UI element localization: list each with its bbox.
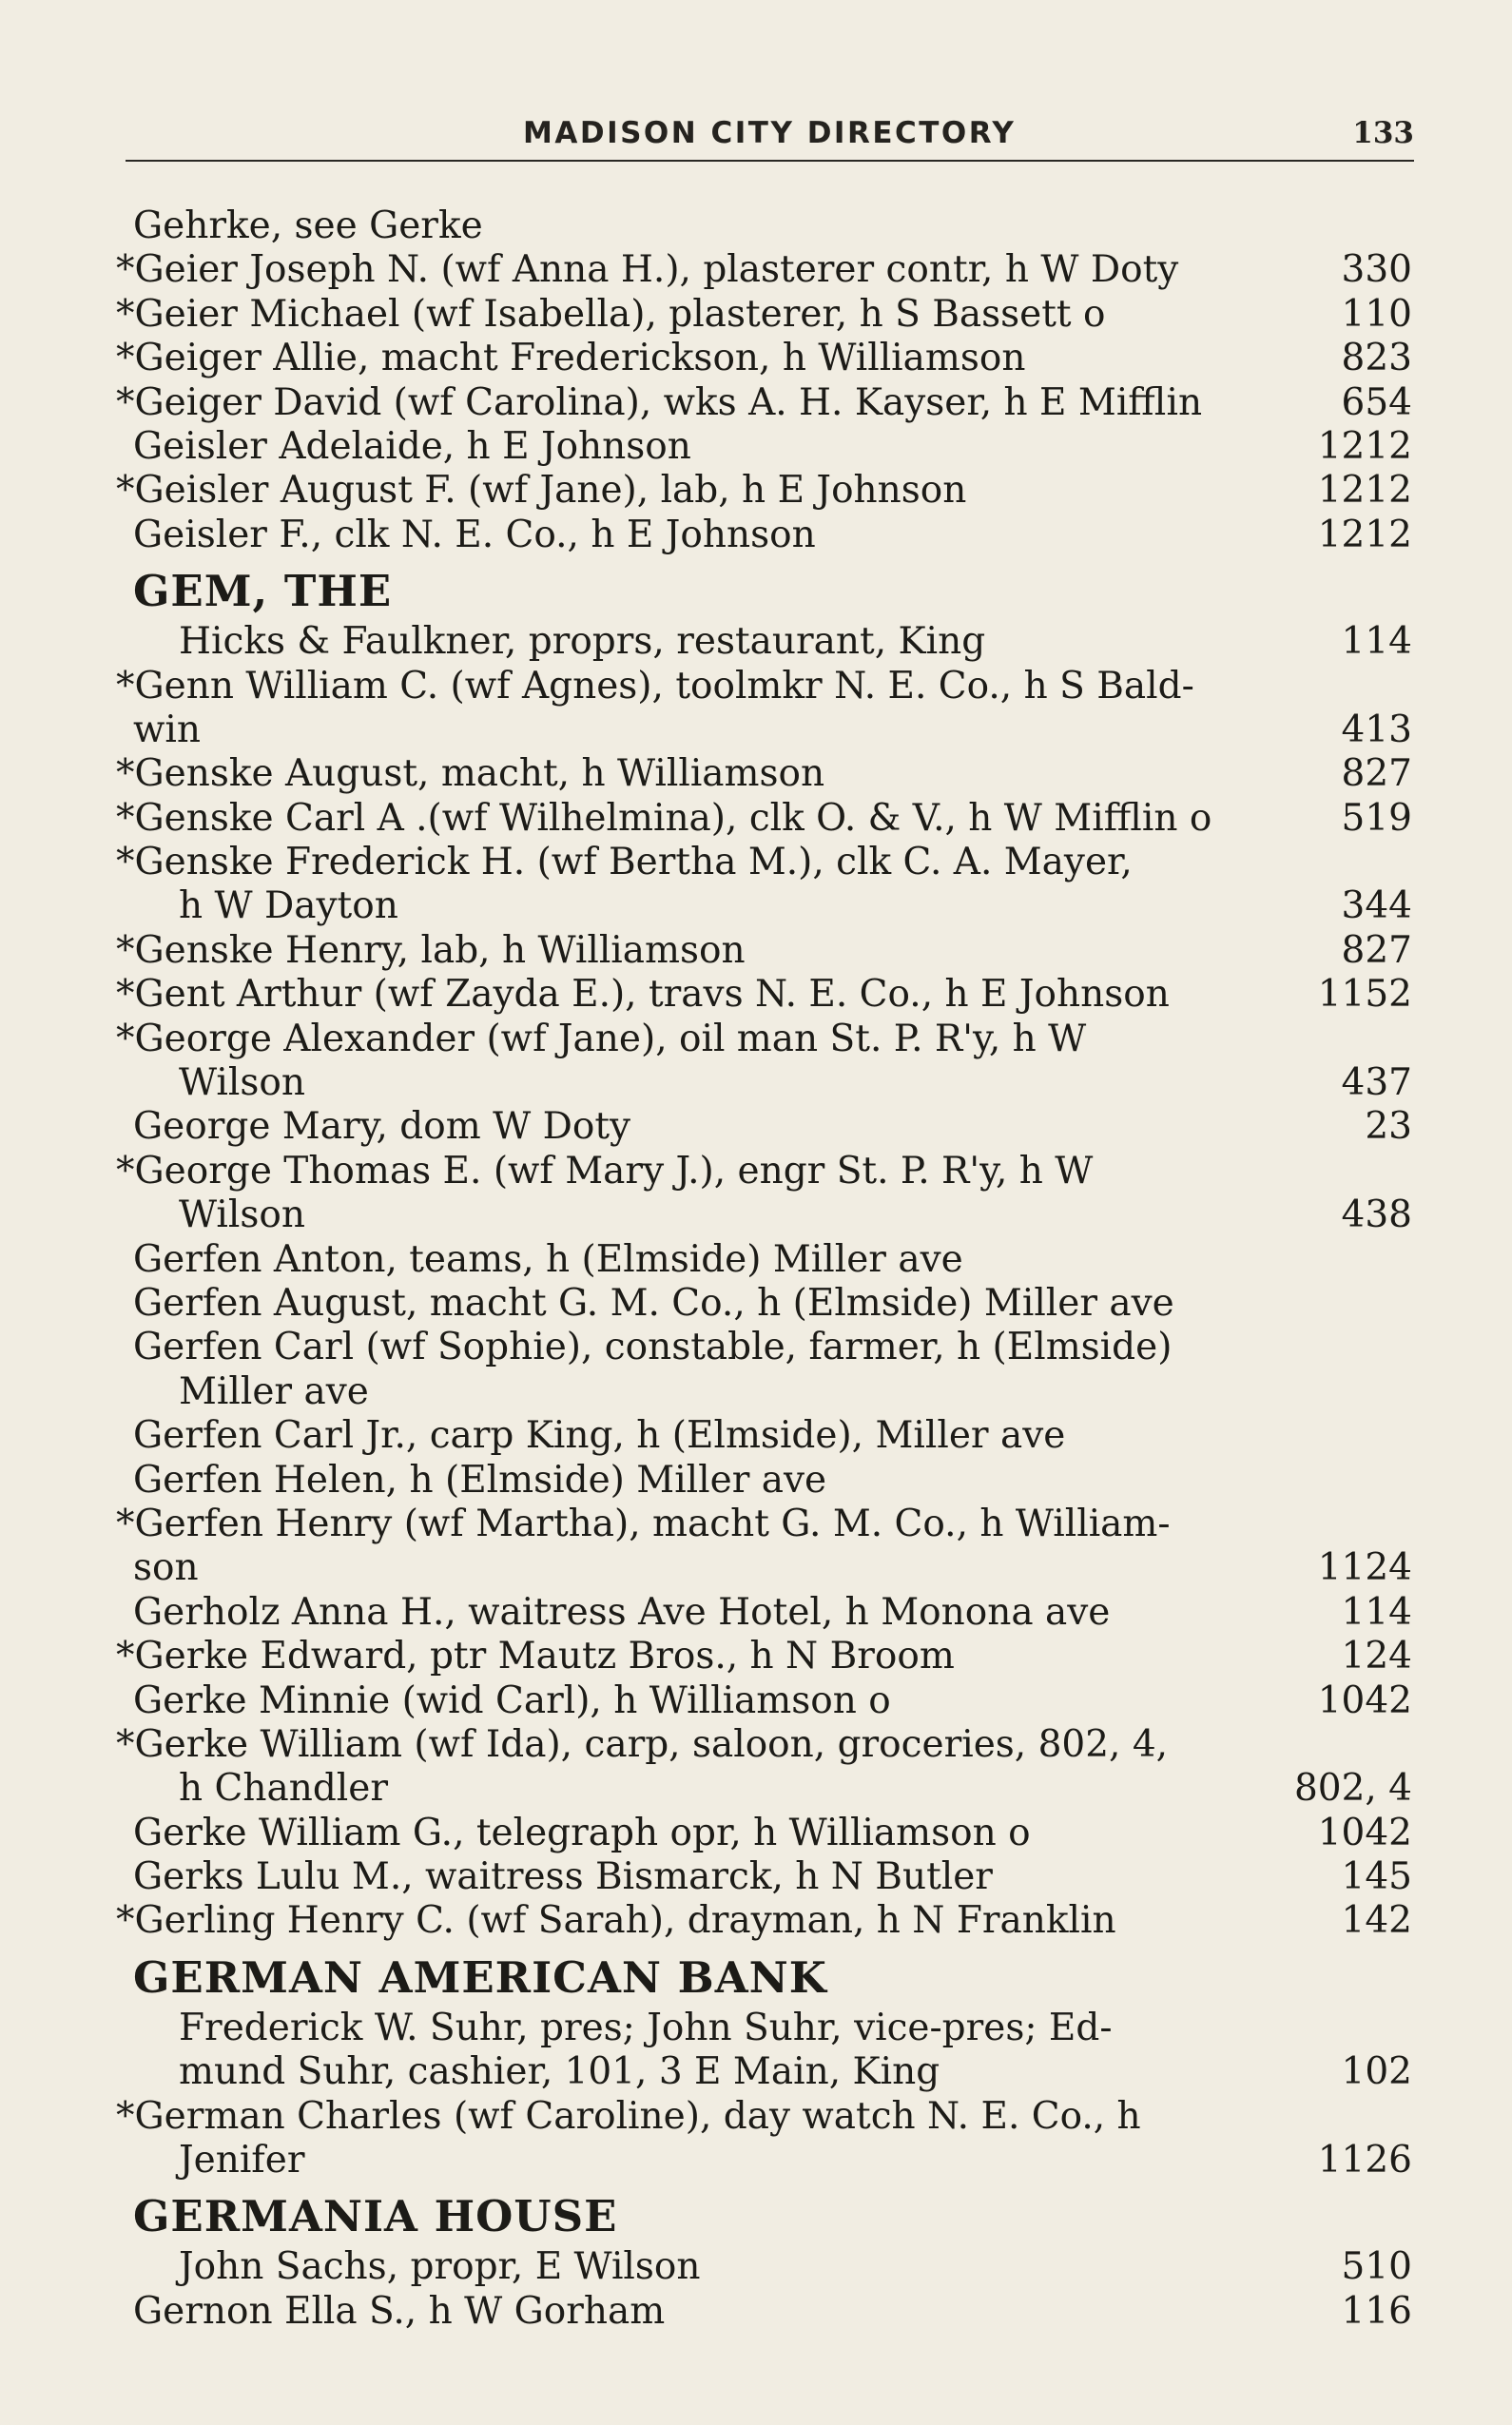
entry-text: Gerfen August, macht G. M. Co., h (Elmside) Miller ave xyxy=(133,1281,1174,1325)
entry-text: Jenifer xyxy=(179,2139,305,2182)
entry-text: h W Dayton xyxy=(179,884,398,928)
entry-text: Hicks & Faulkner, proprs, restaurant, King xyxy=(179,620,986,664)
directory-entry xyxy=(133,1459,1412,1503)
directory-entry xyxy=(133,620,1412,664)
house-number: 827 xyxy=(1341,752,1412,796)
entry-text: Gernon Ella S., h W Gorham xyxy=(133,2289,666,2333)
directory-entry xyxy=(116,1149,1412,1193)
house-number: 519 xyxy=(1341,796,1412,840)
house-number: 1212 xyxy=(1317,424,1412,468)
house-number: 510 xyxy=(1341,2245,1412,2289)
entry-text: mund Suhr, cashier, 101, 3 E Main, King xyxy=(179,2050,940,2094)
house-number: 654 xyxy=(1341,380,1412,424)
house-number: 1126 xyxy=(1317,2139,1412,2182)
directory-entry xyxy=(133,1061,1412,1105)
house-number: 23 xyxy=(1365,1105,1412,1149)
running-title: MADISON CITY DIRECTORY xyxy=(523,116,1017,150)
house-number: 102 xyxy=(1341,2050,1412,2094)
entry-text: Gerfen Helen, h (Elmside) Miller ave xyxy=(133,1458,827,1502)
entry-text: Gerfen Carl (wf Sophie), constable, farmer, h (Elmside) xyxy=(133,1326,1173,1369)
directory-entry xyxy=(116,469,1412,513)
house-number: 1152 xyxy=(1317,973,1412,1017)
business-heading: GERMAN AMERICAN BANK xyxy=(133,1951,827,2003)
entry-text: Gehrke, see Gerke xyxy=(133,204,483,247)
directory-entry xyxy=(133,514,1412,557)
house-number: 827 xyxy=(1341,928,1412,972)
directory-entry xyxy=(133,1326,1412,1369)
house-number: 1124 xyxy=(1317,1546,1412,1590)
house-number: 438 xyxy=(1341,1193,1412,1237)
business-heading: GEM, THE xyxy=(133,566,393,617)
entry-text: Gerks Lulu M., waitress Bismarck, h N Butler xyxy=(133,1855,993,1899)
directory-entry xyxy=(116,248,1412,292)
directory-entry xyxy=(133,204,1412,248)
entry-text: *George Alexander (wf Jane), oil man St. P. R'y, h W xyxy=(116,1017,1087,1060)
entry-text: John Sachs, propr, E Wilson xyxy=(179,2245,701,2289)
house-number: 1212 xyxy=(1317,513,1412,556)
directory-entry xyxy=(116,380,1412,425)
directory-entry xyxy=(133,2139,1412,2182)
entry-text: Miller ave xyxy=(179,1369,369,1413)
entry-text: *Genske Frederick H. (wf Bertha M.), clk C. A. Mayer, xyxy=(116,841,1133,884)
directory-entry xyxy=(133,1546,1412,1590)
directory-entry xyxy=(116,292,1412,337)
entry-text: *Gerke Edward, ptr Mautz Bros., h N Broom xyxy=(116,1635,955,1678)
directory-entry xyxy=(133,708,1412,752)
entry-text: win xyxy=(133,708,201,751)
entry-text: Frederick W. Suhr, pres; John Suhr, vice-pres; Ed- xyxy=(179,2006,1113,2049)
directory-entry xyxy=(116,2094,1412,2139)
directory-entry xyxy=(116,1635,1412,1678)
entry-text: *Geisler August F. (wf Jane), lab, h E Johnson xyxy=(116,469,967,513)
page-header xyxy=(126,112,1414,162)
directory-entry xyxy=(133,884,1412,928)
page-number: 133 xyxy=(1352,116,1414,150)
entry-text: Geisler Adelaide, h E Johnson xyxy=(133,424,691,468)
entry-text: Gerke William G., telegraph opr, h Williamson o xyxy=(133,1811,1031,1854)
directory-entry xyxy=(133,1238,1412,1282)
entry-text: *Genske August, macht, h Williamson xyxy=(116,752,825,796)
directory-entry xyxy=(133,1591,1412,1635)
directory-entry xyxy=(133,1855,1412,1899)
directory-entry xyxy=(133,1679,1412,1723)
directory-entry xyxy=(116,1899,1412,1943)
entry-text: George Mary, dom W Doty xyxy=(133,1105,631,1149)
entry-text: *Gerling Henry C. (wf Sarah), drayman, h N Franklin xyxy=(116,1899,1116,1943)
entry-text: *George Thomas E. (wf Mary J.), engr St. P. R'y, h W xyxy=(116,1149,1094,1193)
directory-entry xyxy=(116,752,1412,796)
directory-entry xyxy=(133,1370,1412,1414)
entry-text: Gerfen Carl Jr., carp King, h (Elmside), Miller ave xyxy=(133,1414,1066,1458)
directory-entry xyxy=(133,2245,1412,2289)
house-number: 330 xyxy=(1341,248,1412,292)
entry-text: son xyxy=(133,1546,199,1590)
entry-text: Wilson xyxy=(179,1193,305,1237)
house-number: 110 xyxy=(1341,292,1412,336)
directory-entry xyxy=(133,1812,1412,1855)
entry-text: Gerholz Anna H., waitress Ave Hotel, h Monona ave xyxy=(133,1590,1111,1634)
entry-text: Wilson xyxy=(179,1061,305,1105)
entry-text: *Genn William C. (wf Agnes), toolmkr N. E. Co., h S Bald- xyxy=(116,664,1194,708)
house-number: 116 xyxy=(1341,2289,1412,2333)
entry-text: Gerke Minnie (wid Carl), h Williamson o xyxy=(133,1678,891,1722)
house-number: 413 xyxy=(1341,708,1412,751)
directory-entry xyxy=(116,1502,1412,1546)
entry-text: Gerfen Anton, teams, h (Elmside) Miller ave xyxy=(133,1237,963,1281)
entry-text: *Geier Michael (wf Isabella), plasterer, h S Bassett o xyxy=(116,292,1106,336)
directory-entry xyxy=(133,1767,1412,1811)
house-number: 1042 xyxy=(1317,1678,1412,1722)
directory-entry xyxy=(133,2290,1412,2334)
directory-entry xyxy=(133,1282,1412,1326)
house-number: 344 xyxy=(1341,884,1412,928)
house-number: 142 xyxy=(1341,1899,1412,1943)
house-number: 145 xyxy=(1341,1855,1412,1899)
entry-text: Geisler F., clk N. E. Co., h E Johnson xyxy=(133,513,816,556)
house-number: 124 xyxy=(1341,1635,1412,1678)
directory-entry xyxy=(133,2007,1412,2050)
entry-text: *Gerfen Henry (wf Martha), macht G. M. Co., h William- xyxy=(116,1502,1171,1545)
entry-text: *Geiger Allie, macht Frederickson, h Williamson xyxy=(116,337,1026,380)
house-number: 1042 xyxy=(1317,1811,1412,1854)
entry-text: *Gerke William (wf Ida), carp, saloon, groceries, 802, 4, xyxy=(116,1722,1169,1766)
directory-entry xyxy=(133,1193,1412,1237)
directory-entry xyxy=(116,841,1412,884)
directory-listing xyxy=(116,204,1412,2334)
house-number: 802, 4 xyxy=(1293,1767,1412,1811)
directory-entry xyxy=(116,664,1412,708)
directory-entry xyxy=(116,973,1412,1017)
directory-entry xyxy=(133,425,1412,469)
entry-text: *Gent Arthur (wf Zayda E.), travs N. E. Co., h E Johnson xyxy=(116,973,1170,1017)
entry-text: *Genske Henry, lab, h Williamson xyxy=(116,928,746,972)
entry-text: *Genske Carl A .(wf Wilhelmina), clk O. & V., h W Mifflin o xyxy=(116,796,1212,840)
house-number: 437 xyxy=(1341,1061,1412,1105)
entry-text: *Geiger David (wf Carolina), wks A. H. Kayser, h E Mifflin xyxy=(116,380,1203,424)
entry-text: h Chandler xyxy=(179,1767,389,1811)
house-number: 1212 xyxy=(1317,469,1412,513)
directory-entry xyxy=(133,1105,1412,1149)
directory-entry xyxy=(116,928,1412,973)
house-number: 823 xyxy=(1341,337,1412,380)
entry-text: *Geier Joseph N. (wf Anna H.), plasterer contr, h W Doty xyxy=(116,248,1179,292)
house-number: 114 xyxy=(1341,620,1412,664)
entry-text: *German Charles (wf Caroline), day watch N. E. Co., h xyxy=(116,2094,1141,2138)
directory-entry xyxy=(133,2050,1412,2094)
directory-entry xyxy=(116,1722,1412,1767)
directory-entry xyxy=(116,1017,1412,1061)
directory-entry xyxy=(133,1414,1412,1458)
house-number: 114 xyxy=(1341,1590,1412,1634)
business-heading: GERMANIA HOUSE xyxy=(133,2191,618,2242)
directory-entry xyxy=(116,337,1412,380)
directory-entry xyxy=(116,796,1412,841)
